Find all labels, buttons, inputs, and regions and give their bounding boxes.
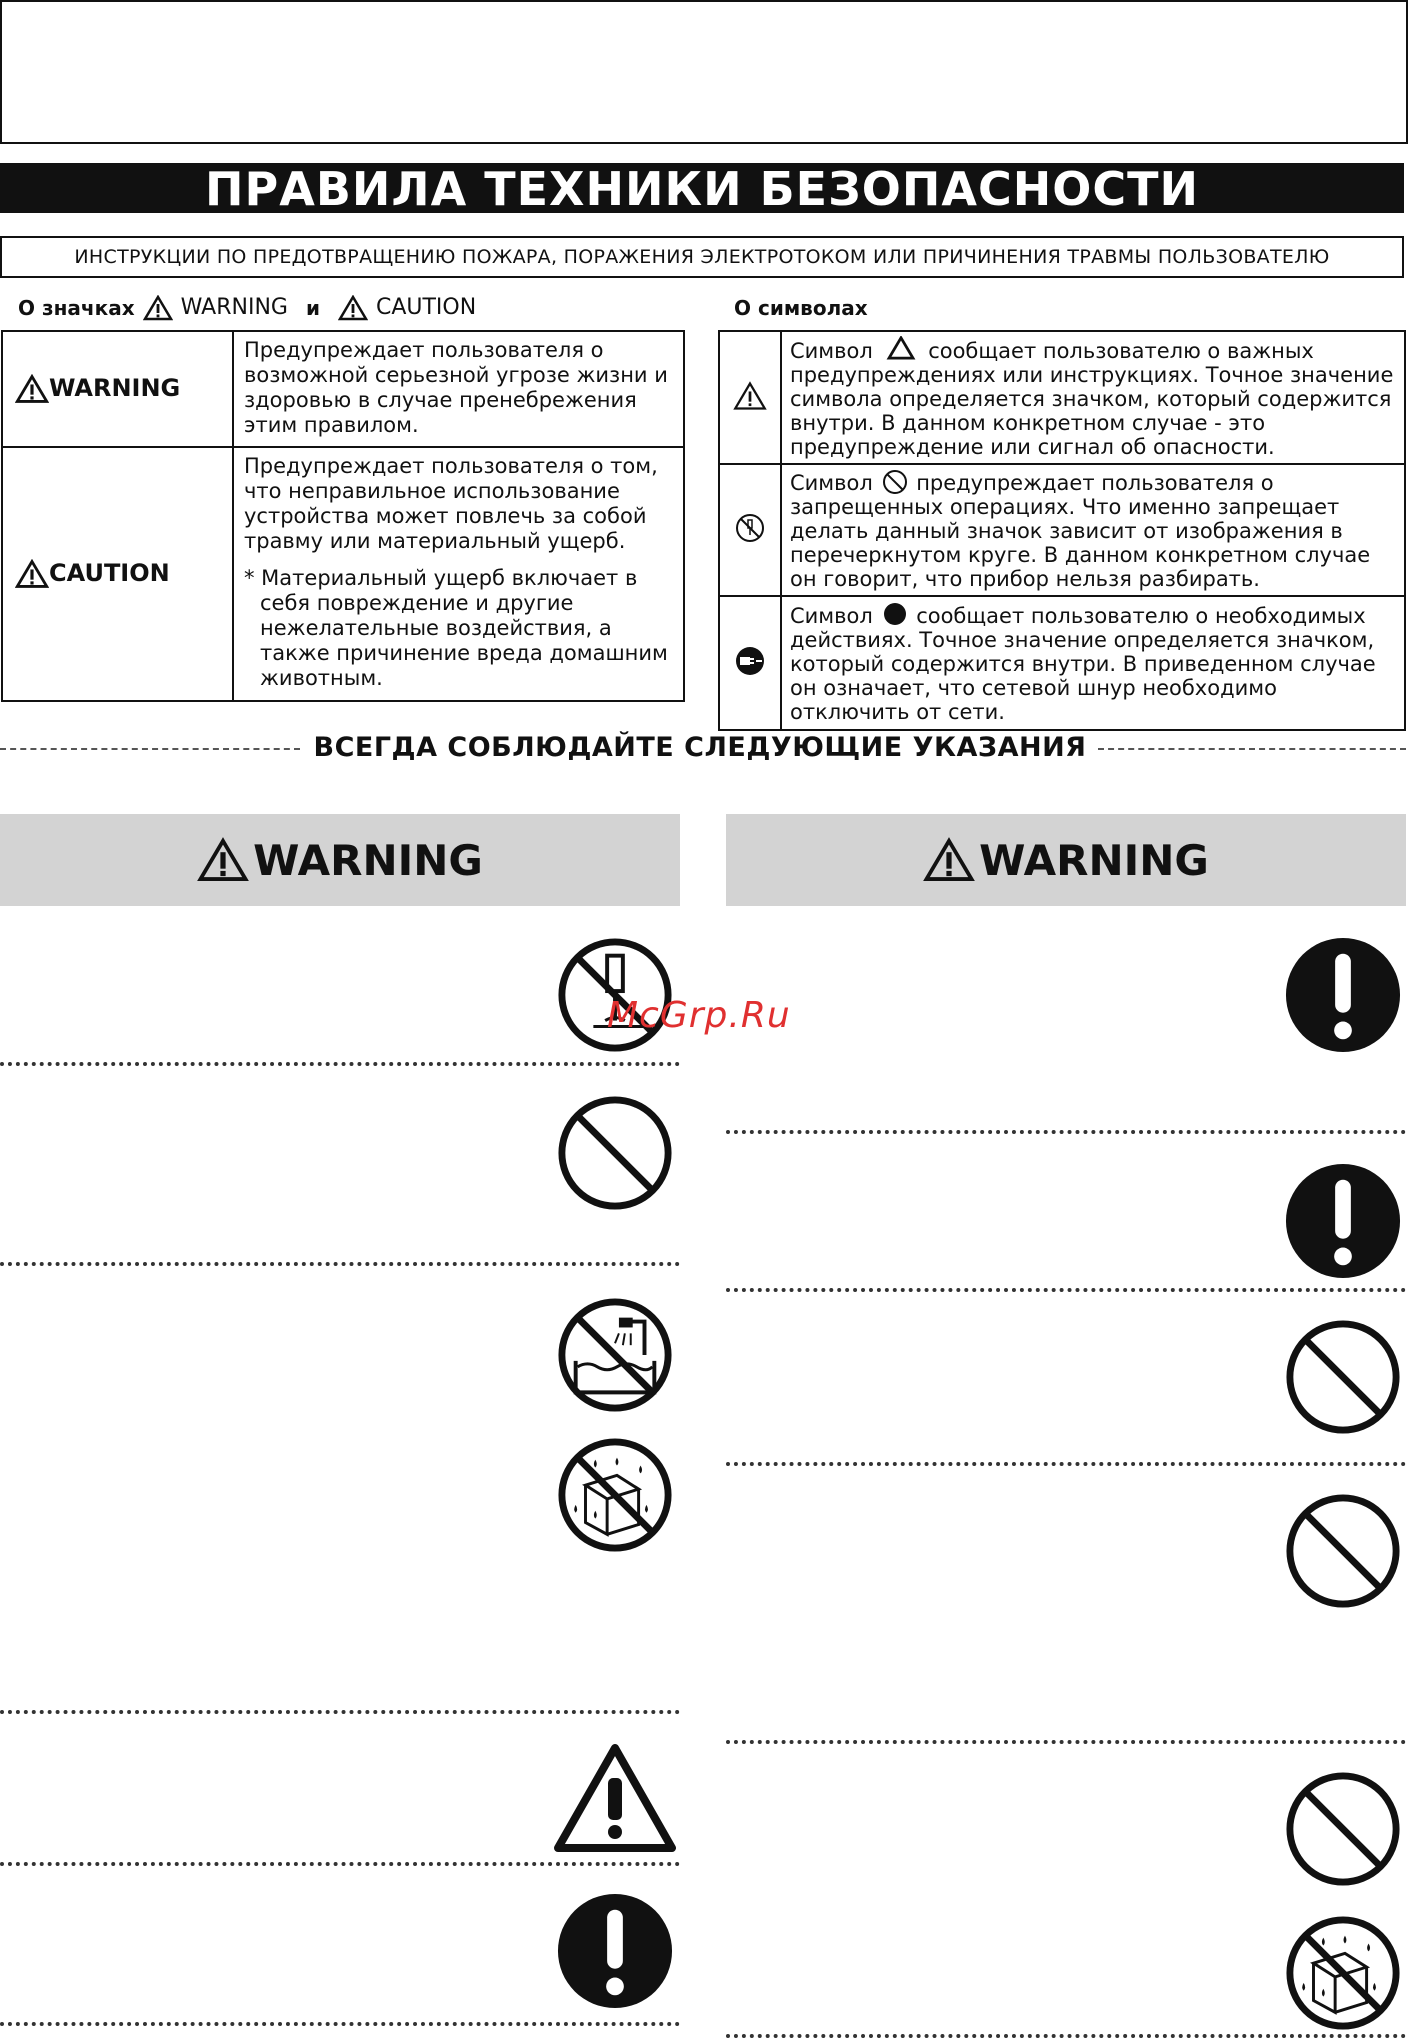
filled-circle-icon — [882, 601, 908, 627]
warning-label-cell — [2, 331, 233, 447]
dashed-line-right — [1098, 748, 1406, 750]
symbols-heading: О символах — [734, 296, 868, 320]
watermark: McGrp.Ru — [607, 995, 791, 1036]
prohibition-icon — [1284, 1492, 1402, 1610]
warning-triangle-icon — [923, 837, 975, 883]
icons-heading-prefix: О значках — [18, 296, 135, 320]
caution-description: Предупреждает пользователя о том, что неправильное использование устройства может повлечь за собой травму или материальный ущерб. — [244, 454, 658, 553]
item-separator — [726, 1740, 1406, 1744]
icons-table — [1, 330, 685, 702]
caution-label: CAUTION — [49, 559, 170, 587]
icons-heading-caution: CAUTION — [375, 295, 477, 320]
unplug-icon — [734, 645, 766, 677]
item-separator — [726, 1462, 1406, 1466]
symbol-description: предупреждает пользователя о запрещенных операциях. Что именно запрещает делать данный значок зависит от изображения в перечеркнутом круге. В данном конкретном случае он говорит, что прибор нельзя разбирать. — [790, 471, 1371, 591]
symbol-icon-cell — [719, 464, 781, 596]
symbol-icon-cell — [719, 331, 781, 464]
always-follow-divider — [0, 728, 1408, 768]
warning-label: WARNING — [49, 374, 181, 402]
item-separator — [0, 1862, 680, 1866]
symbol-description: сообщает пользователю о необходимых действиях. Точное значение определяется значком, который содержится внутри. В приведенном случае он означает, что сетевой шнур необходимо отключить от сети. — [790, 604, 1376, 724]
dashed-line-left — [0, 748, 300, 750]
triangle-outline-icon — [886, 336, 916, 360]
symbol-lead: Символ — [790, 471, 873, 495]
left-warning-header — [0, 814, 680, 906]
mandatory-action-icon — [1284, 1162, 1402, 1280]
icons-section-heading — [18, 288, 476, 328]
left-warning-title: WARNING — [253, 835, 483, 885]
page-title: ПРАВИЛА ТЕХНИКИ БЕЗОПАСНОСТИ — [0, 163, 1404, 213]
caution-note: * Материальный ущерб включает в себя повреждение и другие нежелательные воздействия, а также причинение вреда домашним животным. — [244, 566, 668, 690]
symbols-row — [719, 464, 1405, 596]
warning-triangle-icon — [15, 374, 49, 404]
symbol-lead: Символ — [790, 339, 873, 363]
symbols-table — [718, 330, 1406, 731]
item-separator — [0, 2022, 680, 2026]
prohibition-icon — [556, 1094, 674, 1212]
symbol-description: сообщает пользователю о важных предупреждениях или инструкциях. Точное значение символа определяется значком, который содержится внутри. В данном конкретном случае - это предупреждение или сигнал об опасности. — [790, 339, 1394, 459]
triangle-warning-icon — [552, 1742, 678, 1854]
symbol-description-cell — [781, 464, 1405, 596]
symbols-row — [719, 596, 1405, 730]
caution-triangle-icon — [15, 559, 49, 589]
icons-heading-and: и — [305, 296, 320, 320]
no-liquid-container-icon — [1284, 1914, 1402, 2032]
caution-description-cell — [233, 447, 684, 701]
caution-label-cell — [2, 447, 233, 701]
item-separator — [726, 1130, 1406, 1134]
item-separator — [0, 1710, 680, 1714]
triangle-warning-icon — [733, 381, 767, 411]
symbols-row — [719, 331, 1405, 464]
header-box — [0, 0, 1408, 144]
mandatory-action-icon — [1284, 936, 1402, 1054]
symbol-lead: Символ — [790, 604, 873, 628]
right-warning-header — [726, 814, 1406, 906]
warning-description: Предупреждает пользователя о возможной серьезной угрозе жизни и здоровью в случае пренебрежения этим правилом. — [233, 331, 684, 447]
icons-row-caution — [2, 447, 684, 701]
page-subtitle: ИНСТРУКЦИИ ПО ПРЕДОТВРАЩЕНИЮ ПОЖАРА, ПОРАЖЕНИЯ ЭЛЕКТРОТОКОМ ИЛИ ПРИЧИНЕНИЯ ТРАВМЫ ПОЛЬЗОВАТЕЛЮ — [0, 236, 1404, 278]
item-separator — [0, 1262, 680, 1266]
symbol-icon-cell — [719, 596, 781, 730]
mandatory-action-icon — [556, 1892, 674, 2010]
no-disassemble-icon — [734, 512, 766, 544]
right-warning-title: WARNING — [979, 835, 1209, 885]
symbols-section-heading — [734, 288, 868, 328]
caution-triangle-icon — [338, 295, 368, 321]
icons-heading-warning: WARNING — [180, 295, 288, 320]
no-water-shower-icon — [556, 1296, 674, 1414]
always-follow-text: ВСЕГДА СОБЛЮДАЙТЕ СЛЕДУЮЩИЕ УКАЗАНИЯ — [313, 732, 1087, 763]
symbol-description-cell — [781, 331, 1405, 464]
item-separator — [726, 2034, 1406, 2038]
prohibition-icon — [882, 469, 908, 495]
warning-triangle-icon — [143, 295, 173, 321]
item-separator — [726, 1288, 1406, 1292]
item-separator — [0, 1062, 680, 1066]
warning-triangle-icon — [197, 837, 249, 883]
symbol-description-cell — [781, 596, 1405, 730]
no-liquid-container-icon — [556, 1436, 674, 1554]
icons-row-warning — [2, 331, 684, 447]
prohibition-icon — [1284, 1318, 1402, 1436]
prohibition-icon — [1284, 1770, 1402, 1888]
